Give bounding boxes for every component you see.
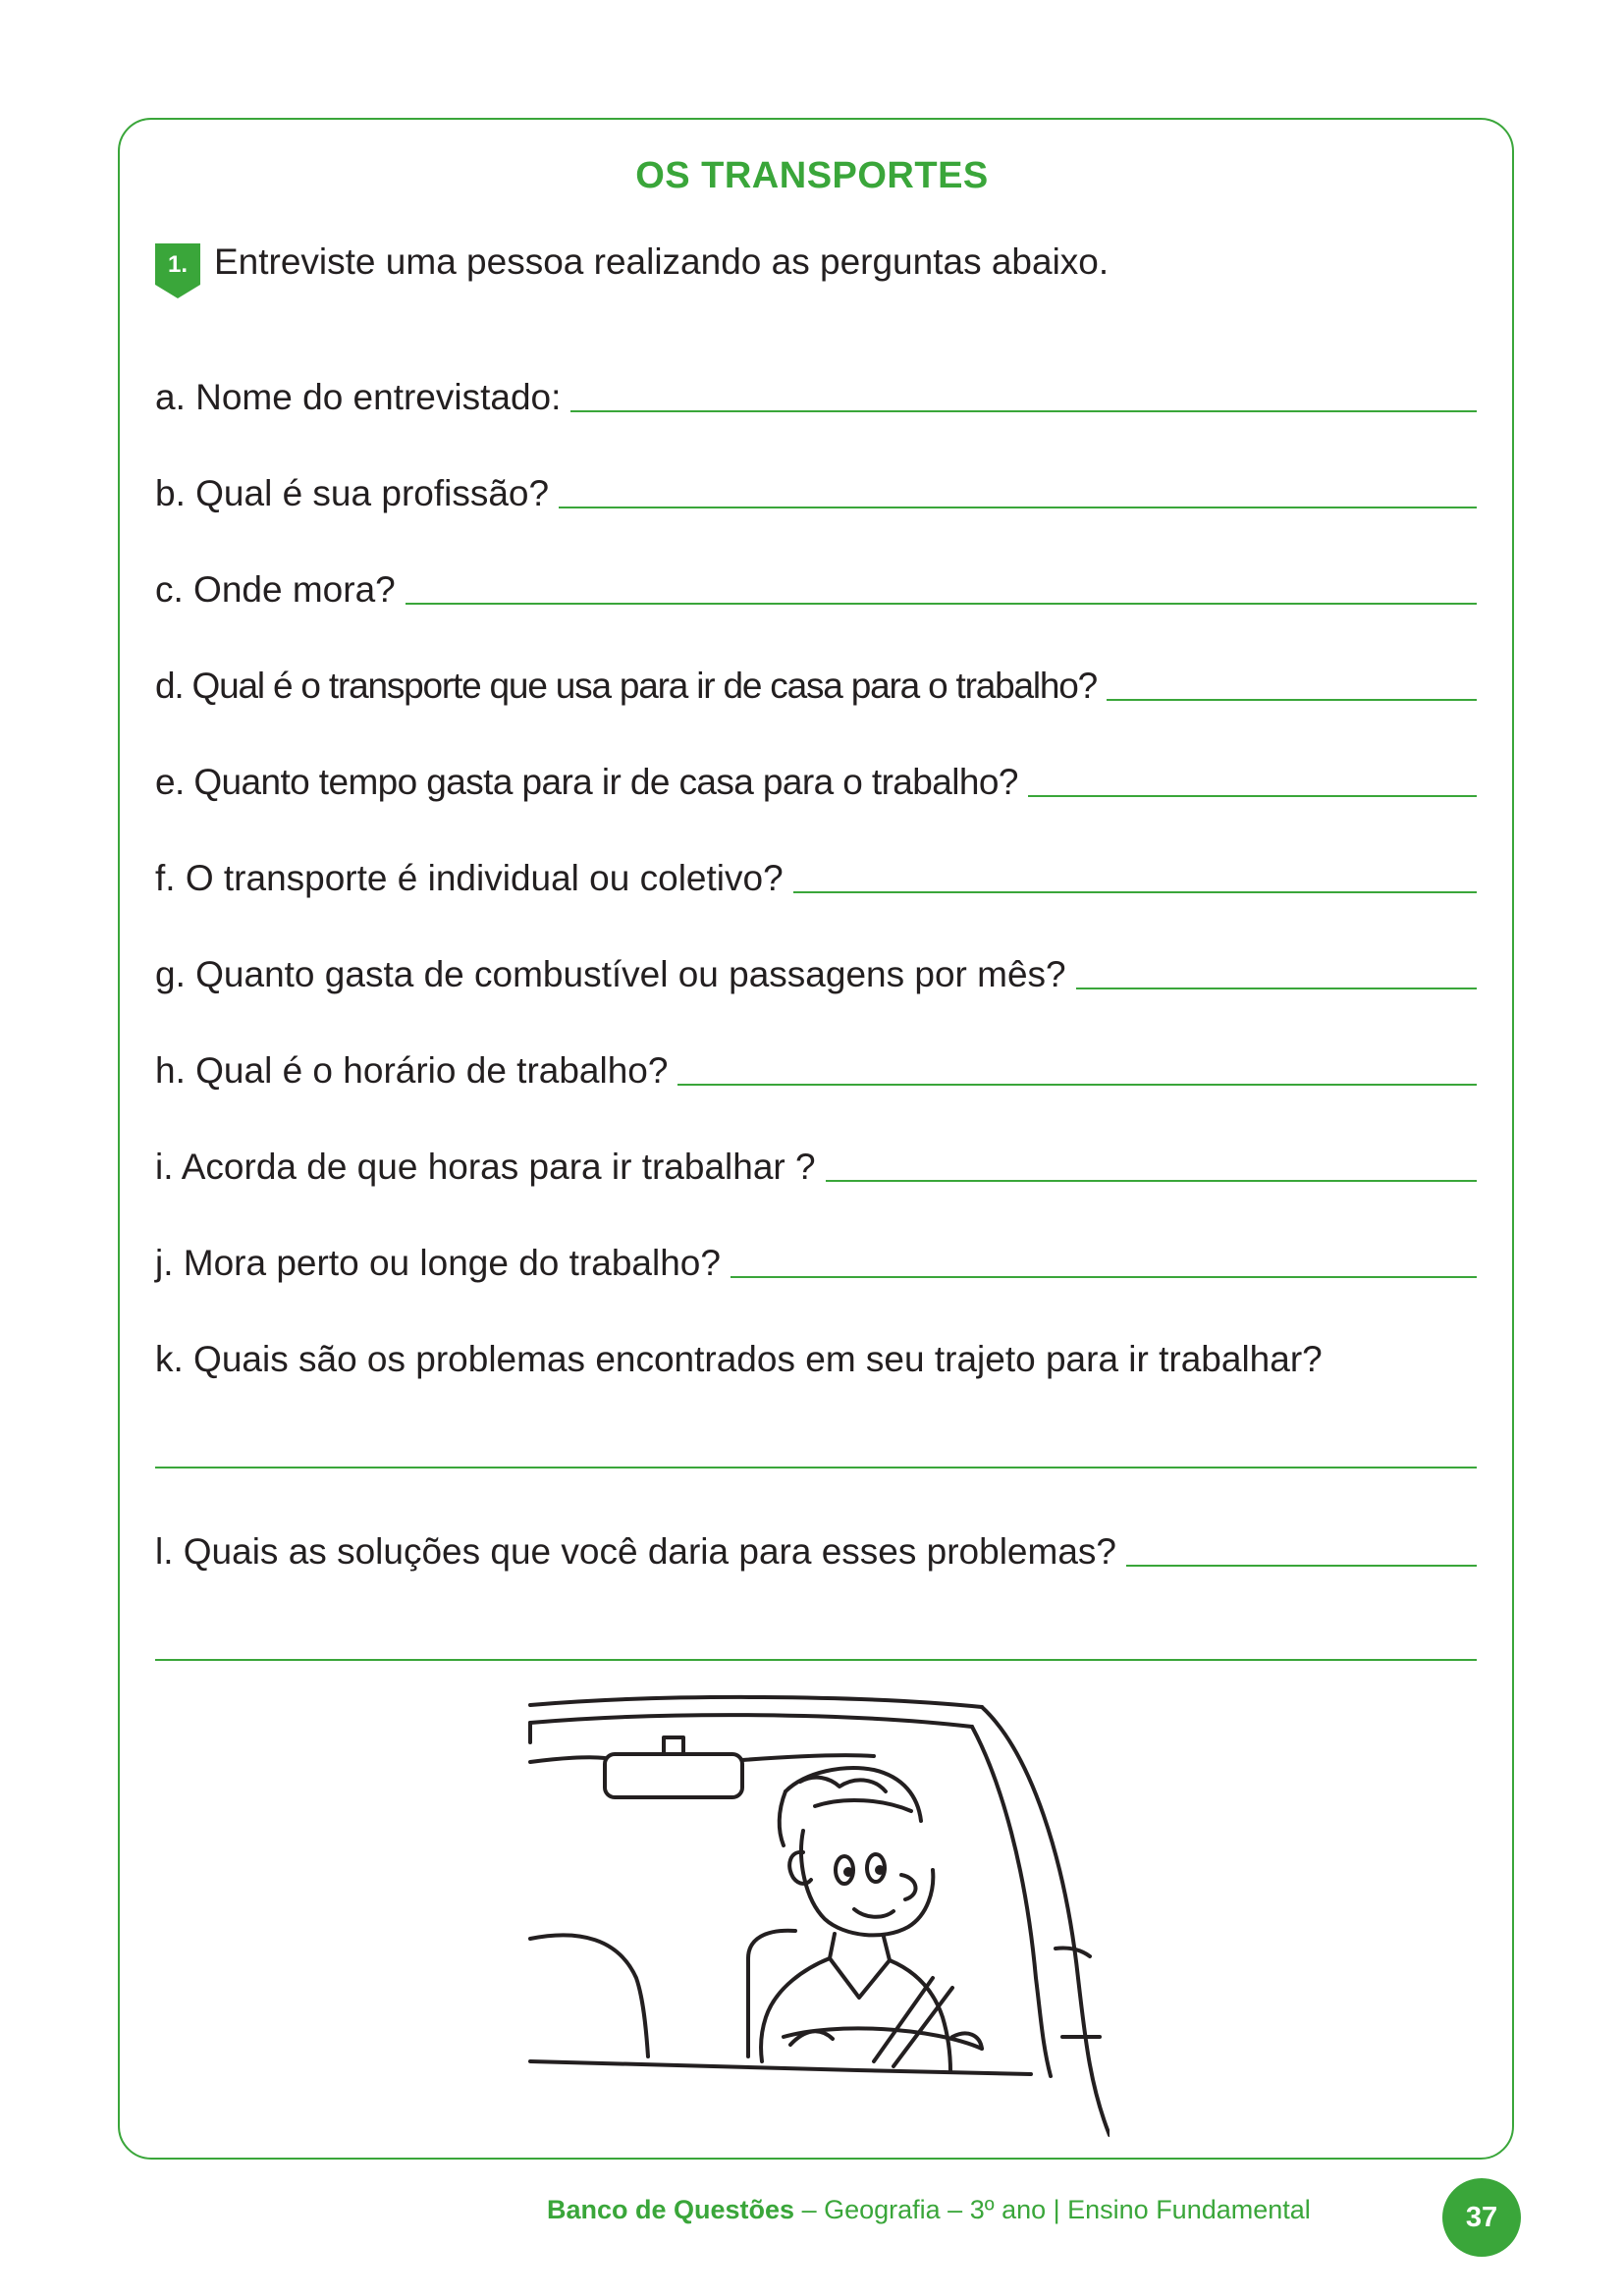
question-label: c. Onde mora? [155,569,396,610]
answer-line-k[interactable] [155,1467,1477,1468]
footer-subject: – Geografia – 3º ano | Ensino Fundamental [794,2195,1311,2224]
question-label: k. Quais são os problemas encontrados em seu trajeto para ir trabalhar? [155,1339,1323,1379]
question-b [155,469,1477,516]
question-number-badge [155,243,200,298]
answer-line[interactable] [731,1276,1477,1278]
answer-line-l[interactable] [155,1659,1477,1661]
question-i [155,1143,1477,1190]
question-h [155,1046,1477,1094]
question-label: h. Qual é o horário de trabalho? [155,1050,669,1091]
page-number: 37 [1442,2178,1521,2257]
instruction-text: Entreviste uma pessoa realizando as perguntas abaixo. [214,241,1110,282]
answer-line[interactable] [406,603,1477,605]
question-g [155,950,1477,997]
question-c [155,565,1477,613]
question-d [155,662,1477,709]
question-label: g. Quanto gasta de combustível ou passagens por mês? [155,954,1066,994]
answer-line[interactable] [1076,988,1477,989]
question-label: l. Quais as soluções que você daria para esses problemas? [155,1531,1116,1572]
answer-line[interactable] [1028,795,1477,797]
answer-line[interactable] [570,410,1477,412]
question-f [155,854,1477,901]
question-label: i. Acorda de que horas para ir trabalhar ? [155,1147,816,1187]
question-label: e. Quanto tempo gasta para ir de casa para o trabalho? [155,762,1018,802]
answer-line[interactable] [793,891,1477,893]
answer-line[interactable] [559,507,1477,508]
answer-line[interactable] [826,1180,1477,1182]
question-l [155,1527,1477,1575]
boy-driving-car-icon [520,1683,1110,2155]
footer-text [547,2195,1311,2225]
question-k [155,1335,1477,1382]
answer-line[interactable] [1126,1565,1477,1567]
question-label: b. Qual é sua profissão? [155,473,550,513]
question-e [155,758,1477,805]
footer-book: Banco de Questões [547,2195,795,2224]
question-j [155,1239,1477,1286]
question-a [155,373,1477,420]
question-label: d. Qual é o transporte que usa para ir de casa para o trabalho? [155,666,1098,706]
question-label: a. Nome do entrevistado: [155,377,562,417]
question-number: 1. [167,251,188,278]
question-label: f. O transporte é individual ou coletivo? [155,858,784,898]
answer-line[interactable] [677,1084,1477,1086]
question-label: j. Mora perto ou longe do trabalho? [155,1243,721,1283]
page-title: OS TRANSPORTES [635,155,989,196]
answer-line[interactable] [1107,699,1477,701]
